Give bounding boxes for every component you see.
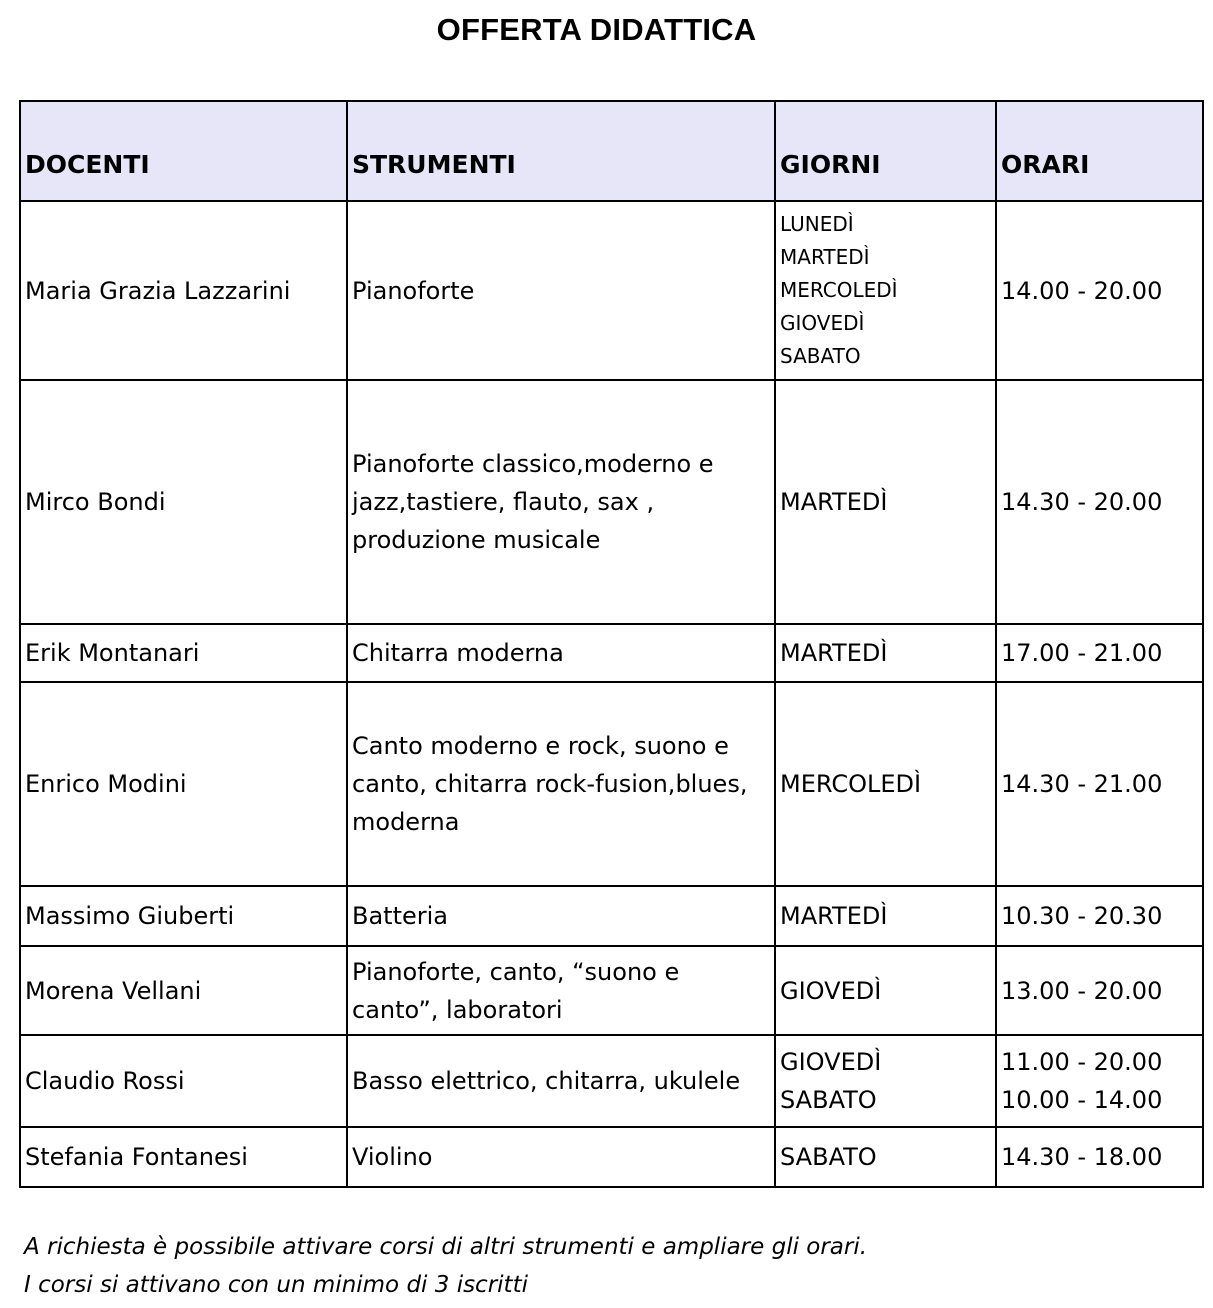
strumenti-line: moderna xyxy=(352,808,460,836)
table-row xyxy=(20,682,1203,886)
cell-strumenti xyxy=(347,1127,775,1187)
orario-line: 17.00 - 21.00 xyxy=(1001,639,1163,667)
giorno-line: MERCOLEDÌ xyxy=(780,770,922,798)
cell-strumenti xyxy=(347,682,775,886)
strumenti-line: Chitarra moderna xyxy=(352,639,564,667)
cell-giorni xyxy=(775,886,996,946)
cell-orari xyxy=(996,886,1203,946)
cell-orari xyxy=(996,946,1203,1035)
strumenti-line: Pianoforte xyxy=(352,276,475,305)
cell-giorni xyxy=(775,201,996,380)
cell-giorni xyxy=(775,946,996,1035)
cell-orari xyxy=(996,624,1203,682)
cell-orari xyxy=(996,201,1203,380)
orario-line: 14.30 - 18.00 xyxy=(1001,1143,1163,1171)
strumenti-line: produzione musicale xyxy=(352,526,601,554)
cell-giorni xyxy=(775,1035,996,1127)
cell-orari xyxy=(996,380,1203,624)
orario-line: 14.00 - 20.00 xyxy=(1001,276,1163,305)
cell-strumenti xyxy=(347,380,775,624)
cell-docente: Enrico Modini xyxy=(20,682,347,886)
orario-line: 11.00 - 20.00 xyxy=(1001,1048,1163,1076)
giorno-line: GIOVEDÌ xyxy=(780,311,865,335)
giorno-line: MARTEDÌ xyxy=(780,639,888,667)
cell-docente: Morena Vellani xyxy=(20,946,347,1035)
giorno-line: SABATO xyxy=(780,1086,877,1114)
giorno-line: GIOVEDÌ xyxy=(780,1048,882,1076)
giorno-line: SABATO xyxy=(780,1143,877,1171)
cell-giorni xyxy=(775,624,996,682)
cell-docente: Erik Montanari xyxy=(20,624,347,682)
table-row xyxy=(20,380,1203,624)
cell-orari xyxy=(996,1035,1203,1127)
footnote-line: I corsi si attivano con un minimo di 3 iscritti xyxy=(24,1272,528,1298)
footnote-line: A richiesta è possibile attivare corsi di altri strumenti e ampliare gli orari. xyxy=(24,1234,868,1260)
cell-orari xyxy=(996,682,1203,886)
header-row xyxy=(20,101,1203,201)
strumenti-line: canto, chitarra rock-fusion,blues, xyxy=(352,770,748,798)
giorno-line: MERCOLEDÌ xyxy=(780,278,898,302)
cell-docente: Stefania Fontanesi xyxy=(20,1127,347,1187)
header-orari: ORARI xyxy=(996,101,1203,201)
header-giorni: GIORNI xyxy=(775,101,996,201)
cell-strumenti xyxy=(347,1035,775,1127)
table-row xyxy=(20,201,1203,380)
cell-giorni xyxy=(775,380,996,624)
strumenti-line: Basso elettrico, chitarra, ukulele xyxy=(352,1067,741,1095)
orario-line: 13.00 - 20.00 xyxy=(1001,976,1163,1005)
page-title: OFFERTA DIDATTICA xyxy=(436,12,757,47)
cell-strumenti xyxy=(347,624,775,682)
strumenti-line: jazz,tastiere, flauto, sax , xyxy=(352,488,655,516)
strumenti-line: Batteria xyxy=(352,902,448,930)
cell-giorni xyxy=(775,682,996,886)
cell-docente: Claudio Rossi xyxy=(20,1035,347,1127)
giorno-line: LUNEDÌ xyxy=(780,212,854,236)
table-row xyxy=(20,624,1203,682)
strumenti-line: Canto moderno e rock, suono e xyxy=(352,732,729,760)
table-row xyxy=(20,1127,1203,1187)
giorno-line: MARTEDÌ xyxy=(780,245,870,269)
footnote xyxy=(24,1228,867,1304)
table-row xyxy=(20,886,1203,946)
table-row xyxy=(20,946,1203,1035)
cell-giorni xyxy=(775,1127,996,1187)
giorno-line: SABATO xyxy=(780,344,861,368)
orario-line: 14.30 - 21.00 xyxy=(1001,770,1163,798)
giorno-line: MARTEDÌ xyxy=(780,902,888,930)
orario-line: 10.30 - 20.30 xyxy=(1001,902,1163,930)
orario-line: 14.30 - 20.00 xyxy=(1001,488,1163,516)
strumenti-line: canto”, laboratori xyxy=(352,995,563,1024)
schedule-table xyxy=(19,100,1204,1188)
cell-strumenti xyxy=(347,886,775,946)
strumenti-line: Pianoforte, canto, “suono e xyxy=(352,957,680,986)
header-docenti: DOCENTI xyxy=(20,101,347,201)
giorno-line: MARTEDÌ xyxy=(780,488,888,516)
strumenti-line: Pianoforte classico,moderno e xyxy=(352,450,714,478)
cell-docente: Maria Grazia Lazzarini xyxy=(20,201,347,380)
cell-strumenti xyxy=(347,201,775,380)
cell-strumenti xyxy=(347,946,775,1035)
cell-orari xyxy=(996,1127,1203,1187)
cell-docente: Mirco Bondi xyxy=(20,380,347,624)
cell-docente: Massimo Giuberti xyxy=(20,886,347,946)
giorno-line: GIOVEDÌ xyxy=(780,976,882,1005)
header-strumenti: STRUMENTI xyxy=(347,101,775,201)
strumenti-line: Violino xyxy=(352,1143,433,1171)
orario-line: 10.00 - 14.00 xyxy=(1001,1086,1163,1114)
table-row xyxy=(20,1035,1203,1127)
